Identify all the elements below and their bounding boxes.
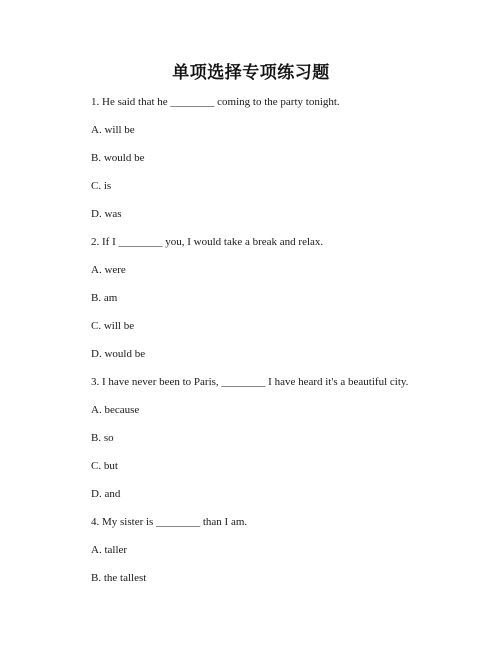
page-title: 单项选择专项练习题 — [172, 63, 330, 83]
question-stem: 1. He said that he ________ coming to the party tonight. — [91, 96, 340, 108]
option-c: C. will be — [91, 320, 135, 332]
question-stem: 2. If I ________ you, I would take a break and relax. — [91, 236, 324, 248]
option-d: D. would be — [91, 348, 146, 360]
option-d: D. and — [91, 488, 121, 500]
option-a: A. were — [91, 264, 126, 276]
option-c: C. is — [91, 180, 112, 192]
option-b: B. would be — [91, 152, 145, 164]
question-list — [91, 95, 482, 599]
option-a: A. will be — [91, 124, 135, 136]
option-b: B. the tallest — [91, 572, 147, 584]
option-d: D. was — [91, 208, 122, 220]
question-stem: 4. My sister is ________ than I am. — [91, 516, 248, 528]
option-c: C. but — [91, 460, 118, 472]
option-a: A. taller — [91, 544, 128, 556]
option-b: B. am — [91, 292, 118, 304]
question-stem: 3. I have never been to Paris, ________ I have heard it's a beautiful city. — [91, 376, 409, 388]
option-a: A. because — [91, 404, 140, 416]
option-b: B. so — [91, 432, 114, 444]
